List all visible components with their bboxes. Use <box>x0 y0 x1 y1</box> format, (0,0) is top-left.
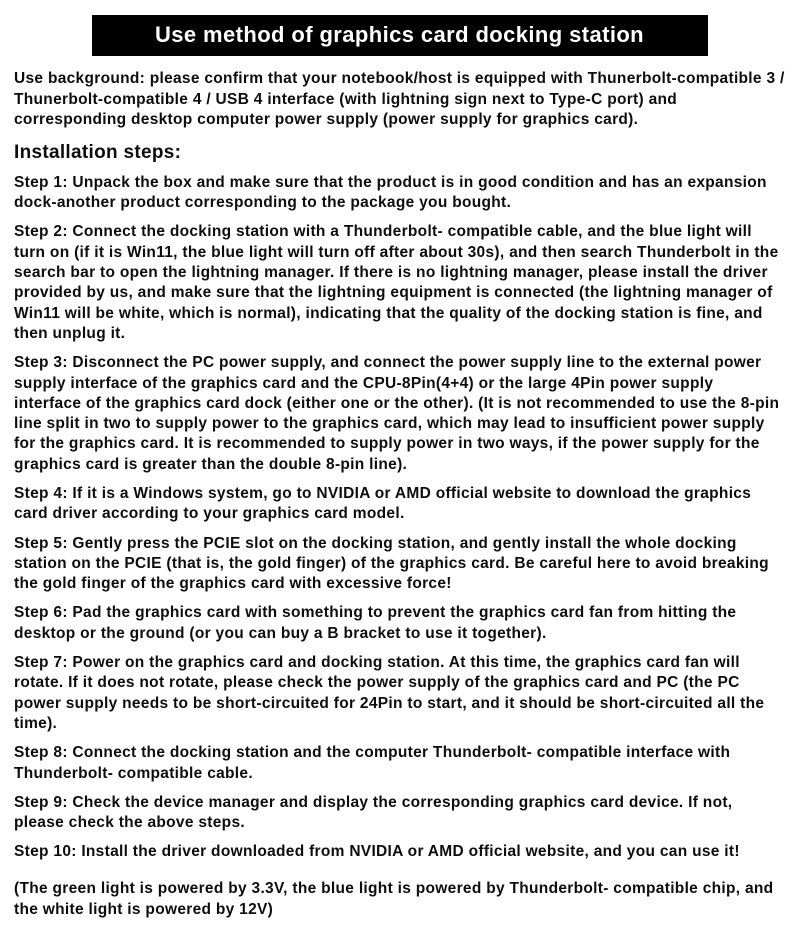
step-label: Step 8: <box>14 744 68 762</box>
step-text: Disconnect the PC power supply, and connect the power supply line to the external power supply interface of the graphics card and the CPU-8Pin(4+4) or the large 4Pin power supply interface of the graphics card dock (either one or the other). (It is not recommended to use the 8-pin line split in two to supply power to the graphics card, which may lead to insufficient power supply for the graphics card. It is recommended to supply power in two ways, if the power supply for the graphics card is greater than the double 8-pin line). <box>14 354 780 473</box>
step-text: Connect the docking station and the computer Thunderbolt- compatible interface with Thunderbolt- compatible cable. <box>14 744 731 782</box>
step-label: Step 3: <box>14 354 68 372</box>
step-item <box>14 653 785 734</box>
step-item <box>14 793 785 834</box>
step-item <box>14 222 785 344</box>
step-text: Power on the graphics card and docking station. At this time, the graphics card fan will rotate. If it does not rotate, please check the power supply of the graphics card and PC (the PC power supply needs to be short-circuited for 24Pin to start, and it should be short-circuited all the time). <box>14 654 765 732</box>
step-item <box>14 534 785 595</box>
step-label: Step 4: <box>14 484 68 502</box>
step-text: Unpack the box and make sure that the product is in good condition and has an expansion dock-another product corresponding to the package you bought. <box>14 173 767 212</box>
step-label: Step 10: <box>14 843 77 861</box>
step-label: Step 7: <box>14 654 68 672</box>
step-item <box>14 484 785 525</box>
footer-note: (The green light is powered by 3.3V, the blue light is powered by Thunderbolt- compatible chip, and the white light is powered by 12V) <box>14 879 774 919</box>
step-label: Step 9: <box>14 793 68 811</box>
step-text: If it is a Windows system, go to NVIDIA or AMD official website to download the graphics card driver according to your graphics card model. <box>14 484 752 523</box>
step-text: Gently press the PCIE slot on the docking station, and gently install the whole docking station on the PCIE (that is, the gold finger) of the graphics card. Be careful here to avoid breaking the gold finger of the graphics card with excessive force! <box>14 534 769 593</box>
step-item <box>14 743 785 784</box>
step-item <box>14 603 785 644</box>
step-label: Step 2: <box>14 223 68 241</box>
step-label: Step 1: <box>14 173 68 191</box>
step-item <box>14 173 785 214</box>
step-text: Check the device manager and display the corresponding graphics card device. If not, please check the above steps. <box>14 793 733 832</box>
step-text: Pad the graphics card with something to prevent the graphics card fan from hitting the desktop or the ground (or you can buy a B bracket to use it together). <box>14 604 737 642</box>
step-item <box>14 842 785 862</box>
step-text: Connect the docking station with a Thunderbolt- compatible cable, and the blue light will turn on (if it is Win11, the blue light will turn off after about 30s), and then search Thunderbolt in the search bar to open the lightning manager. If there is no lightning manager, please install the driver provided by us, and make sure that the lightning equipment is connected (the lightning manager of Win11 will be white, which is normal), indicating that the quality of the docking station is fine, and then unplug it. <box>14 223 779 342</box>
step-text: Install the driver downloaded from NVIDIA or AMD official website, and you can use it! <box>81 843 740 861</box>
step-label: Step 6: <box>14 604 68 622</box>
background-paragraph: Use background: please confirm that your notebook/host is equipped with Thunerbolt-compatible 3 / Thunerbolt-compatible 4 / USB 4 interface (with lightning sign next to Type-C port) and corresponding desktop computer power supply (power supply for graphics card). <box>14 70 785 129</box>
step-label: Step 5: <box>14 534 68 552</box>
page-title: Use method of graphics card docking station <box>92 15 708 56</box>
step-item <box>14 353 785 475</box>
installation-steps-heading: Installation steps: <box>14 141 182 163</box>
